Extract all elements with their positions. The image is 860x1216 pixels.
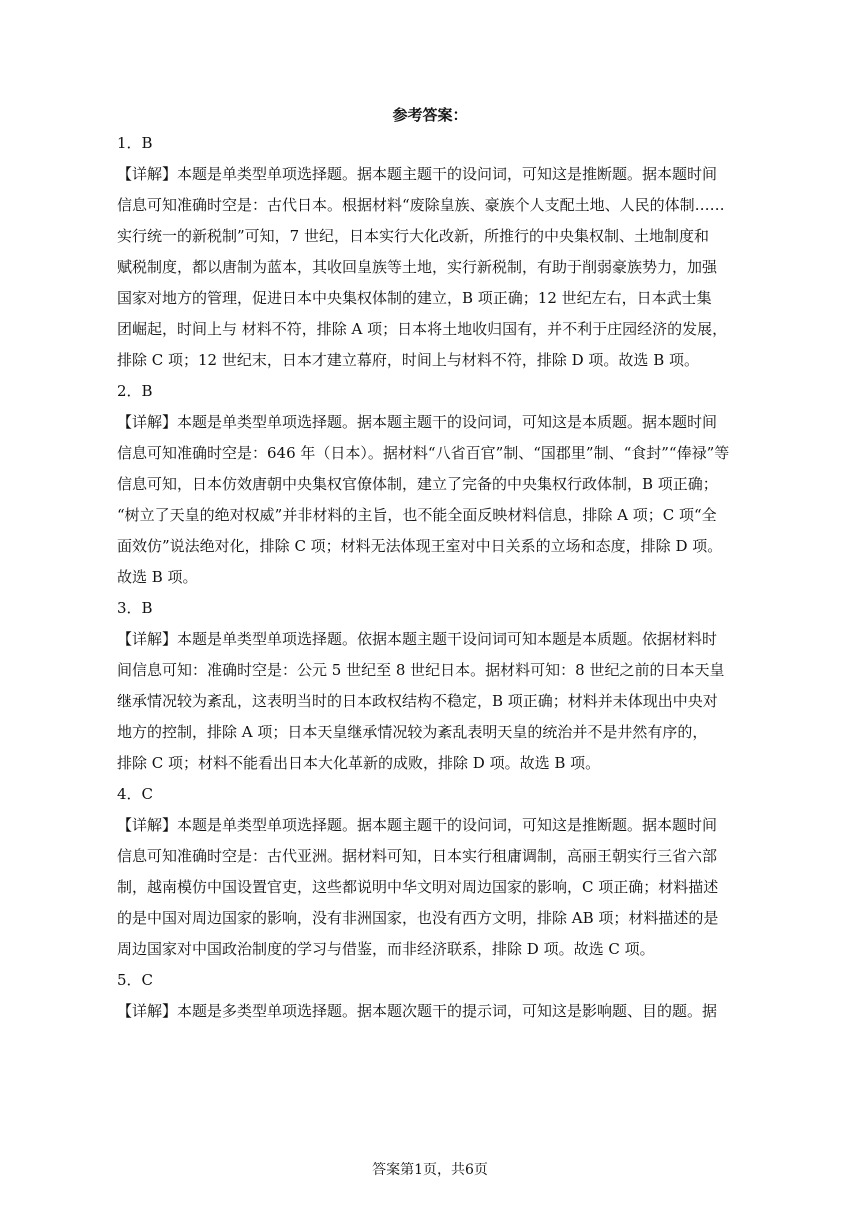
explanation-line: 团崛起，时间上与 材料不符，排除 A 项；日本将土地收归国有，并不利于庄园经济的发展， [117, 320, 728, 338]
explanation-line: 实行统一的新税制”可知，7 世纪，日本实行大化改新，所推行的中央集权制、土地制度和 [117, 227, 709, 245]
explanation-line: 排除 C 项；材料不能看出日本大化革新的成败，排除 D 项。故选 B 项。 [117, 754, 601, 772]
answer-explanation [117, 163, 741, 371]
explanation-line: 周边国家对中国政治制度的学习与借鉴，而非经济联系，排除 D 项。故选 C 项。 [117, 940, 655, 958]
answer-number: 1．B [117, 134, 153, 152]
explanation-line: 信息可知准确时空是：古代日本。根据材料“废除皇族、豪族个人支配土地、人民的体制…… [117, 196, 725, 214]
answer-explanation [117, 411, 741, 588]
explanation-line: 面效仿”说法绝对化，排除 C 项；材料无法体现王室对中日关系的立场和态度，排除 D 项。 [117, 537, 723, 555]
answer-number: 3．B [117, 599, 153, 617]
answer-number: 5．C [117, 971, 154, 989]
explanation-line: 地方的控制，排除 A 项；日本天皇继承情况较为紊乱表明天皇的统治并不是井然有序的， [117, 723, 708, 741]
answer-explanation [117, 628, 741, 774]
answer-item [117, 380, 741, 588]
explanation-line: 【详解】本题是单类型单项选择题。依据本题主题干设问词可知本题是本质题。依据材料时 [117, 630, 718, 648]
answer-number: 4．C [117, 785, 154, 803]
explanation-line: 【详解】本题是多类型单项选择题。据本题次题干的提示词，可知这是影响题、目的题。据 [117, 1002, 718, 1020]
explanation-line: 【详解】本题是单类型单项选择题。据本题主题干的设问词，可知这是本质题。据本题时间 [117, 413, 718, 431]
answer-list [117, 132, 741, 1031]
explanation-line: 的是中国对周边国家的影响，没有非洲国家，也没有西方文明，排除 AB 项；材料描述的是 [117, 909, 719, 927]
explanation-line: 制，越南模仿中国设置官吏，这些都说明中华文明对周边国家的影响，C 项正确；材料描述 [117, 878, 719, 896]
page-title: 参考答案： [392, 106, 468, 124]
explanation-line: 排除 C 项；12 世纪末，日本才建立幕府，时间上与材料不符，排除 D 项。故选 B 项。 [117, 351, 699, 369]
explanation-line: “树立了天皇的绝对权威”并非材料的主旨，也不能全面反映材料信息，排除 A 项；C 项“全 [117, 506, 717, 524]
explanation-line: 赋税制度，都以唐制为蓝本，其收回皇族等土地，实行新税制，有助于削弱豪族势力，加强 [117, 258, 718, 276]
explanation-line: 【详解】本题是单类型单项选择题。据本题主题干的设问词，可知这是推断题。据本题时间 [117, 165, 718, 183]
answer-number: 2．B [117, 382, 153, 400]
answer-item [117, 969, 741, 1022]
explanation-line: 信息可知准确时空是：古代亚洲。据材料可知，日本实行租庸调制，高丽王朝实行三省六部 [117, 847, 718, 865]
answer-item [117, 783, 741, 960]
answer-explanation [117, 1000, 741, 1022]
explanation-line: 间信息可知：准确时空是：公元 5 世纪至 8 世纪日本。据材料可知：8 世纪之前的日本天皇 [117, 661, 725, 679]
answer-item [117, 597, 741, 774]
explanation-line: 继承情况较为紊乱，这表明当时的日本政权结构不稳定，B 项正确；材料并未体现出中央对 [117, 692, 718, 710]
explanation-line: 故选 B 项。 [117, 568, 198, 586]
answer-explanation [117, 814, 741, 960]
explanation-line: 信息可知准确时空是：646 年（日本）。据材料“八省百官”制、“国郡里”制、“食封”“俸禄”等 [117, 444, 730, 462]
explanation-line: 国家对地方的管理，促进日本中央集权体制的建立，B 项正确；12 世纪左右，日本武士集 [117, 289, 712, 307]
page-footer: 答案第1页，共6页 [372, 1162, 488, 1178]
explanation-line: 【详解】本题是单类型单项选择题。据本题主题干的设问词，可知这是推断题。据本题时间 [117, 816, 718, 834]
answer-item [117, 132, 741, 371]
explanation-line: 信息可知，日本仿效唐朝中央集权官僚体制，建立了完备的中央集权行政体制，B 项正确； [117, 475, 718, 493]
